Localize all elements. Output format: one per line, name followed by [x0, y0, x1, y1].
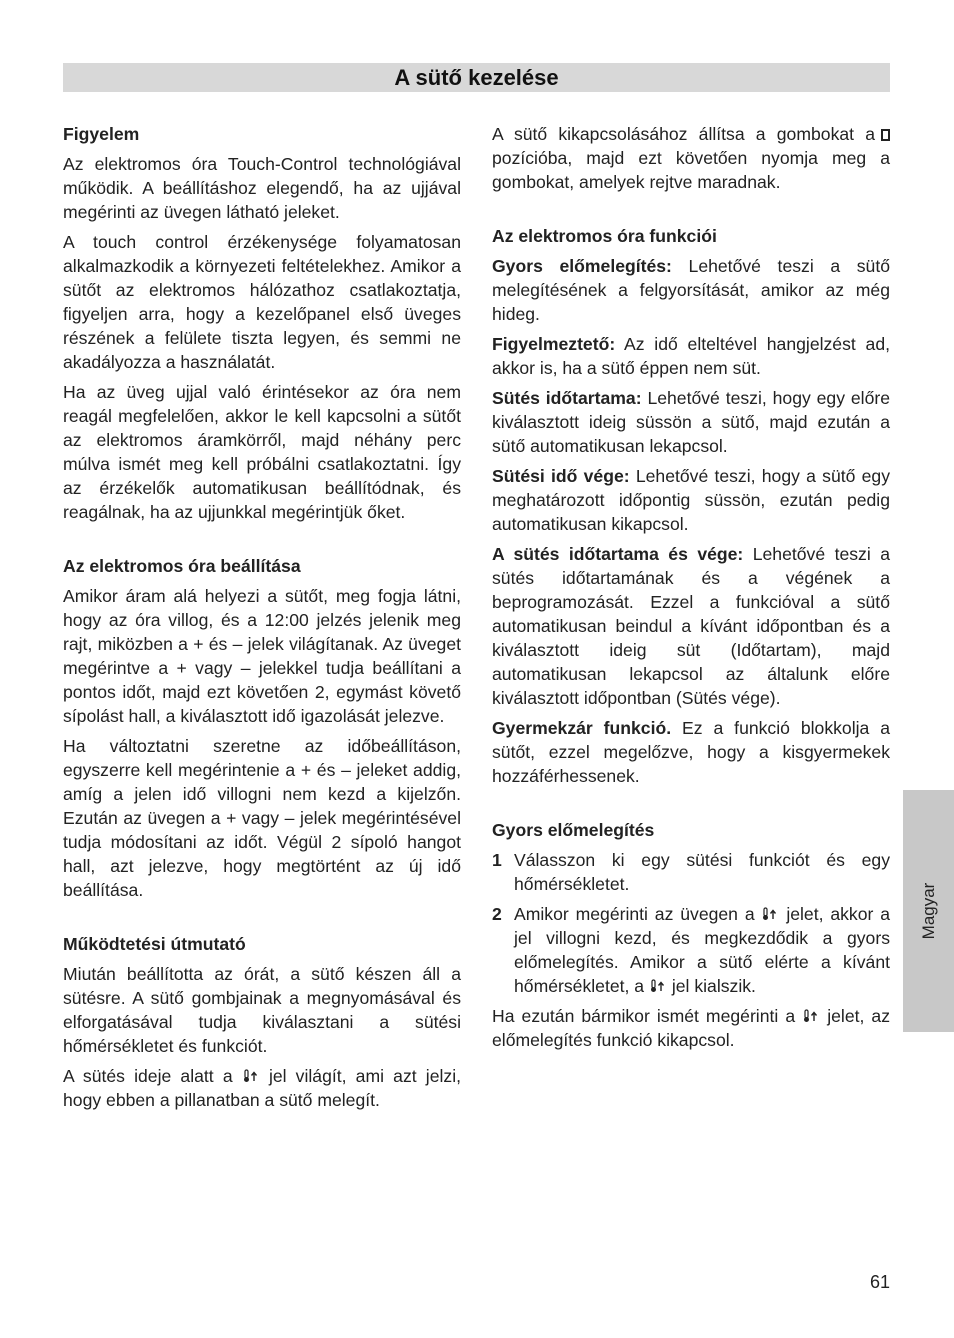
paragraph: Ha az üveg ujjal való érintésekor az óra nem reagál megfelelően, akkor le kell kapcsolni a sütőt az elektromos áramkörről, majd néhány perc múlva ismét meg kell próbálni csatlakoztatni. Így az érzékelők automatikusan beállítódnak, és reagálnak, ha az ujjunkkal megérintjük őket. [63, 382, 461, 522]
preheat-thermometer-icon [802, 1009, 820, 1023]
left-column [63, 122, 461, 1118]
section-heading-ora-beallitasa: Az elektromos óra beállítása [63, 556, 301, 576]
list-item [492, 902, 890, 998]
paragraph: Gyors előmelegítés: Lehetővé teszi a sütő melegítésének a felgyorsítását, amikor az még hideg. [492, 256, 891, 324]
step-text: Amikor megérinti az üvegen a jelet, akkor a jel villogni kezd, és megkezdődik a gyors előmelegítés. Amikor a sütő elérte a kívánt hőmérsékletet, a jel kialszik. [514, 904, 891, 996]
language-side-tab [903, 790, 954, 1032]
paragraph: A touch control érzékenysége folyamatosan alkalmazkodik a környezeti feltételekhez. Amikor a sütőt az elektromos hálózathoz csatlakoztatja, figyeljen arra, hogy a kezelőpanel első üveges részének a felülete tiszta legyen, és semmi ne akadályozza a használatát. [63, 232, 461, 372]
section-heading-gyors-elomelegites: Gyors előmelegítés [492, 820, 655, 840]
section-heading-funkciok: Az elektromos óra funkciói [492, 226, 717, 246]
preheat-thermometer-icon [242, 1069, 260, 1083]
step-number: 2 [492, 904, 502, 924]
language-label: Magyar [918, 882, 938, 940]
paragraph: Gyermekzár funkció. Ez a funkció blokkolja a sütőt, ezzel megelőzve, hogy a kisgyermekek hozzáférhessenek. [492, 718, 891, 786]
paragraph: Az elektromos óra Touch-Control technológiával működik. A beállításhoz elegendő, ha az ujjával megérinti az üvegen látható jeleket. [63, 154, 461, 222]
paragraph: A sütő kikapcsolásához állítsa a gombokat a pozícióba, majd ezt követően nyomja meg a gombokat, amelyek rejtve maradnak. [492, 124, 890, 192]
right-column [492, 122, 890, 1058]
paragraph: Ha változtatni szeretne az időbeállításon, egyszerre kell megérintenie a + és – jeleket addig, amíg a jelen idő villogni nem kezd a kijelzőn. Ezután az üvegen a + vagy – jelek megérintésével tudja módosítani az időt. Végül 2 sípoló hangot hall, azt jelezve, hogy megtörtént az új idő beállítása. [63, 736, 461, 900]
off-position-icon [881, 129, 890, 141]
section-heading-mukodtetes: Működtetési útmutató [63, 934, 246, 954]
paragraph: A sütés időtartama és vége: Lehetővé teszi a sütés időtartamának és a végének a beprogramozását. Ezzel a funkcióval a sütő automatikusan beindul a kívánt időpontban és a kiválasztott ideig süt (Időtartam), majd automatikusan lekapcsol az általunk előre kiválasztott időpontban (Sütés vége). [492, 544, 890, 708]
paragraph: Ha ezután bármikor ismét megérinti a jelet, az előmelegítés funkció kikapcsol. [492, 1006, 891, 1050]
paragraph: Figyelmeztető: Az idő elteltével hangjelzést ad, akkor is, ha a sütő éppen nem süt. [492, 334, 891, 378]
paragraph: Sütés időtartama: Lehetővé teszi, hogy egy előre kiválasztott ideig süssön a sütő, majd ezután a sütő automatikusan lekapcsol. [492, 388, 890, 456]
paragraph: Sütési idő vége: Lehetővé teszi, hogy a sütő egy meghatározott időpontig süssön, ezután pedig automatikusan kikapcsol. [492, 466, 890, 534]
section-heading-figyelem: Figyelem [63, 124, 140, 144]
step-number: 1 [492, 850, 502, 870]
paragraph: Amikor áram alá helyezi a sütőt, meg fogja látni, hogy az óra villog, és a 12:00 jelzés jelenik meg rajt, miközben a + és – jelek világítanak. Az üveget megérintve a + vagy – jelekkel tudja beállítani a pontos időt, majd ezt követően 2, egymást követő sípolást hall, a kiválasztott idő igazolását jelezve. [63, 586, 461, 726]
step-text: Válasszon ki egy sütési funkciót és egy hőmérsékletet. [514, 850, 890, 894]
page-number: 61 [870, 1272, 891, 1292]
paragraph: A sütés ideje alatt a jel világít, ami azt jelzi, hogy ebben a pillanatban a sütő melegít. [63, 1066, 461, 1110]
page-title: A sütő kezelése [63, 63, 890, 92]
preheat-thermometer-icon [761, 907, 779, 921]
list-item [492, 848, 890, 896]
preheat-thermometer-icon [649, 979, 667, 993]
paragraph: Miután beállította az órát, a sütő készen áll a sütésre. A sütő gombjainak a megnyomásával és elforgatásával tudja kiválasztani a sütési hőmérsékletet és funkciót. [63, 964, 461, 1056]
